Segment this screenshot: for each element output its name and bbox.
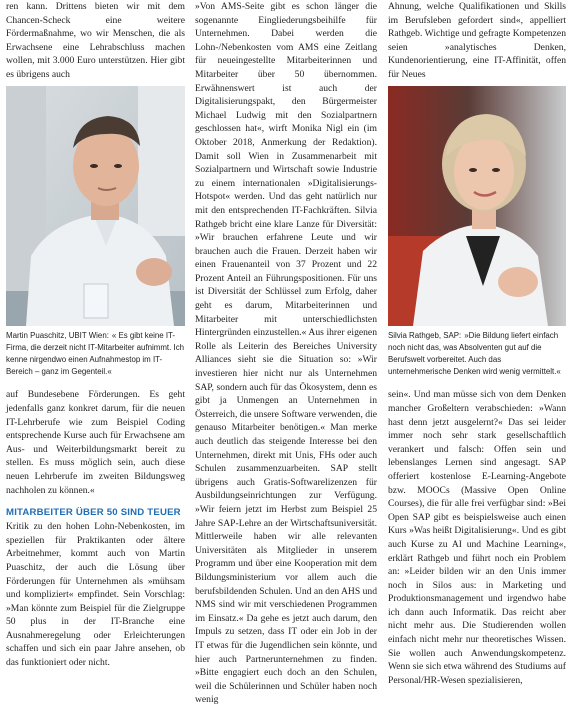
- caption-speaker: Martin Puaschitz, UBIT Wien:: [6, 330, 109, 340]
- photo-caption-rathgeb: [388, 330, 566, 379]
- column-middle: [195, 0, 377, 707]
- col3-intro-text: Ahnung, welche Qualifikationen und Skills im Berufsleben gefordert sind«, appelliert Rathgeb. Wichtige und gefragte Kompetenzen seien »analytisches Denken, Kundenorientierung, eine IT-Affinität, offen für Neues: [388, 1, 566, 80]
- column-right: [388, 0, 566, 687]
- col3-text: sein«. Und man müsse sich von dem Denken mancher Großeltern verabschieden: »Wann hast denn jetzt ausgelernt?« Das sei leider immer noch sehr stark gesellschaftlich verankert und falsch: Offen sein und lebenslanges Lernen sind angesagt. SAP offeriert kostenlose E-Learning-Angebote bzw. MOOCs (Massive Open Online Courses), die für alle frei verfügbar sind: »Bei Open SAP gibt es beispielsweise auch einen Kurs »Was heißt Digitalisierung«. Und es gibt auch Kurse zu AI und Machine Learning«, erklärt Rathgeb und führt noch ein Problem an: »Leider bilden wir an den Unis immer noch in Silos aus: in Marketing und Produktionsmanagement und irgendwo habe ich dann auch Informatik. Das reicht aber nicht mehr aus. Die Studierenden wollen einfach nicht mehr nur theoretisches Wissen. Sie wollen auch Anwendungskompetenz. Wenn sie sich etwa während des Studiums auf Personal/HR-Wesen spezialisieren,: [388, 389, 566, 686]
- column-left: [6, 0, 185, 670]
- caption-quote: »Die Bildung liefert einfach noch nicht das, was Absolventen gut auf die Berufswelt vorbereitet. Auch das unternehmerische Denken wird wenig vermittelt.«: [388, 330, 561, 377]
- caption-quote: « Es gibt keine IT-Firma, die derzeit nicht IT-Mitarbeiter aufnimmt. Ich kenne nirgendwo einen Aufnahmestop im IT-Bereich – ganz im Gegenteil.«: [6, 330, 185, 377]
- photo-caption-puaschitz: [6, 330, 185, 379]
- photo-martin-puaschitz: [6, 86, 185, 326]
- col2-text: »Von AMS-Seite gibt es schon länger die sogenannte Eingliederungsbeihilfe für Unternehmen. Dabei werden die Lohn-/Nebenkosten vom AMS eine Zeitlang für neueingestellte Mitarbeiterinnen und Mitarbeiter über 50 übernommen. Erwähnenswert ist auch der Digitalisierungspakt, den Bürgermeister Michael Ludwig mit den Sozialpartnern geschlossen hat«, wirft Monika Nigl ein (im Oktober 2018, Anmerkung der Redaktion). Damit soll Wien in Zusammenarbeit mit Sozialpartnern und Wirtschaft sowie Industrie zu einem internationalen »Digitalisierungs-Hotspot« werden. Und das geht natürlich nur mit den entsprechenden IT-Fachkräften. Silvia Rathgeb bricht eine klare Lanze für Diversität: »Wir brauchen erfahrene Leute und wir brauchen auch die Frauen. Derzeit haben wir einen Frauenanteil von 37 Prozent und 22 Prozent Anteil an Führungspositionen. Für uns ist Diversität der Schlüssel zum Erfolg, daher geht es darum, Mitarbeiterinnen und Mitarbeiter mit unterschiedlichsten Hintergründen einzustellen.« Aus ihrer eigenen Rolle als Leiterin des Bereiches University Alliances sieht sie die Situation so: »Wir investieren hier nicht nur als Unternehmen SAP, sondern auch für das Ökosystem, denn es gibt ja Unmengen an Unternehmen in Österreich, die unsere Software verwenden, die genauso Mitarbeiter benötigen.« Man merke auch deutlich das steigende Interesse bei den Unternehmen, direkt mit Unis, FHs oder auch Schulen zusammenzuarbeiten. SAP stellt übrigens auch Gratis-Softwarelizenzen für Ausbildungseinrichtungen zur Verfügung. »Wir feiern jetzt im Herbst zum Beispiel 25 Jahre SAP-Lehre an der Wirtschaftsuniversität. Mittlerweile haben wir alle relevanten Universitäten als Mitglieder in unserem Programm und über eine Kooperation mit dem Bildungsministerium vor allem auch die berufsbildenden Schulen. Und an den AHS und NMS sind wir mit verschiedenen Programmen im Einsatz.« Da gehe es jetzt auch darum, den Impuls zu setzen, dass IT oder ein Job in der IT etwas für die Jugendlichen sein könnte, und hier auch Partnerunternehmen zu finden. »Bitte engagiert euch doch an den Schulen, weil die Schülerinnen und Schüler haben noch wenig: [195, 1, 377, 706]
- section-heading: MITARBEITER ÜBER 50 SIND TEUER: [6, 507, 181, 519]
- caption-speaker: Silvia Rathgeb, SAP:: [388, 330, 462, 340]
- col1-paragraph-2: auf Bundesebene Förderungen. Es geht jedenfalls ganz konkret darum, für die neuen IT-Lehrberufe wie zum Beispiel Coding entsprechende Kurse auch für Erwachsene am Aus- und Weiterbildungsmarkt bereit zu stellen. Es muss möglich sein, auch diese neuen Lehrberufe im zweiten Bildungsweg nachholen zu können.«: [6, 389, 185, 496]
- col1-intro-text: ren kann. Drittens bieten wir mit dem Chancen-Scheck eine weitere Fördermaßnahme, wo wir Menschen, die als Erwachsene eine Lehrabschluss machen wollen, mit 3.000 Euro unterstützen. Hier gibt es übrigens auch: [6, 1, 185, 80]
- photo-silvia-rathgeb: [388, 86, 566, 326]
- col1-paragraph-3: Kritik zu den hohen Lohn-Nebenkosten, im speziellen für Praktikanten oder ältere Arbeitnehmer, kommt auch von Martin Puaschitz, der auch die Lösung über Förderungen für Unternehmen als »mühsam und kompliziert« empfindet. Sein Vorschlag: »Man könnte zum Beispiel für die Zielgruppe 50 plus in der IT-Branche eine Ausnahmeregelung oder Erleichterungen schaffen und sich ein paar Jahre ansehen, ob das funktioniert oder nicht.: [6, 521, 185, 669]
